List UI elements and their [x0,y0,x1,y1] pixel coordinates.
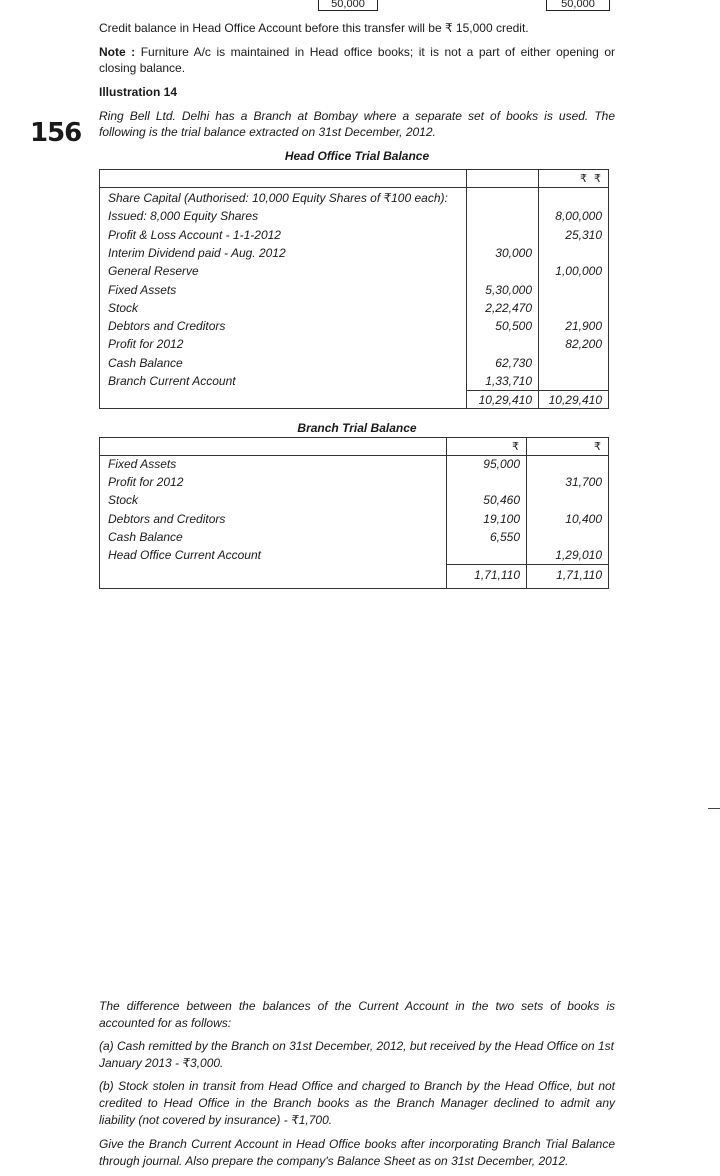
br-row-cr: 31,700 [565,475,602,490]
ho-row-label: Interim Dividend paid - Aug. 2012 [108,245,286,260]
item-b-label: (b) [99,1079,114,1093]
br-row-label: Stock [108,493,139,508]
ho-row-label: Profit for 2012 [108,337,184,352]
ho-table-title: Head Office Trial Balance [284,149,430,163]
problem-statement: Ring Bell Ltd. Delhi has a Branch at Bombay where a separate set of books is used. The following is the trial balance extracted on 31st December, 2012. [99,109,615,139]
difference-text: The difference between the balances of the Current Account in the two sets of books is accounted for as follows: [99,999,615,1030]
furniture-note [99,44,615,76]
note-text: Furniture A/c is maintained in Head office books; it is not a part of either opening or closing balance. [99,45,616,75]
ho-row-label: Share Capital (Authorised: 10,000 Equity Shares of ₹100 each): [108,191,448,205]
ho-row-label: Debtors and Creditors [108,319,226,334]
instruction-text: Give the Branch Current Account in Head Office books after incorporating Branch Trial Balance through journal. Also prepare the company's Balance Sheet as on 31st December, 2012. [99,1137,615,1168]
item-a-text: Cash remitted by the Branch on 31st December, 2012, but received by the Head Office on 1st January 2013 - ₹3,000. [99,1039,614,1070]
br-row-dr: 6,550 [489,529,520,544]
ho-row-dr: 1,33,710 [485,374,532,388]
br-total-dr: 1,71,110 [474,568,520,582]
edge-mark [708,808,720,809]
ho-row-dr: 62,730 [495,355,532,370]
ho-total-cr: 10,29,410 [548,393,602,407]
ho-row-label: Issued: 8,000 Equity Shares [108,209,259,224]
br-row-label: Profit for 2012 [108,475,184,490]
ho-row-cr: 1,00,000 [555,264,602,279]
page-number: 156 [30,118,82,148]
br-row-cr: 10,400 [565,511,602,526]
ho-total-dr: 10,29,410 [478,393,532,407]
ho-row-label: General Reserve [108,264,199,279]
prev-table-left-total: 50,000 [318,0,378,11]
credit-balance-note: Credit balance in Head Office Account before this transfer will be ₹ 15,000 credit. [99,21,529,35]
ho-row-label: Branch Current Account [108,374,236,388]
note-label: Note : [99,45,136,59]
br-row-dr: 19,100 [483,511,520,526]
br-col-cr-header: ₹ [594,441,601,453]
br-total-cr: 1,71,110 [556,568,602,582]
prev-table-right-total: 50,000 [546,0,610,11]
ho-row-label: Cash Balance [108,355,183,370]
br-row-dr: 50,460 [483,493,520,508]
ho-row-cr: 25,310 [565,227,602,242]
ho-row-cr: 8,00,000 [555,209,602,224]
br-row-label: Debtors and Creditors [108,511,226,526]
item-a-label: (a) [99,1039,114,1053]
item-b-text: Stock stolen in transit from Head Office and charged to Branch by the Head Office, but not credited to Head Office in the Branch books as the Branch Manager declined to admit any liability (not covered by insurance) - ₹1,700. [99,1079,616,1127]
ho-row-dr: 5,30,000 [485,282,532,297]
br-row-dr: 95,000 [483,457,520,471]
ho-row-label: Fixed Assets [108,282,177,297]
br-row-label: Fixed Assets [108,457,177,471]
ho-row-label: Profit & Loss Account - 1-1-2012 [108,227,281,242]
ho-col-cr-header: ₹ [594,173,601,185]
br-row-cr: 1,29,010 [555,548,602,562]
br-col-dr-header: ₹ [512,441,519,453]
br-row-label: Head Office Current Account [108,548,261,562]
ho-row-dr: 50,500 [495,319,532,334]
br-table-title: Branch Trial Balance [297,421,417,435]
illustration-heading: Illustration 14 [99,85,178,99]
ho-col-dr-header: ₹ [580,173,587,185]
ho-row-cr: 82,200 [565,337,602,352]
item-a [99,1038,615,1072]
br-row-label: Cash Balance [108,529,183,544]
ho-row-dr: 2,22,470 [485,300,532,315]
ho-row-label: Stock [108,300,139,315]
item-b [99,1078,615,1129]
ho-row-dr: 30,000 [495,245,532,260]
ho-row-cr: 21,900 [565,319,602,334]
